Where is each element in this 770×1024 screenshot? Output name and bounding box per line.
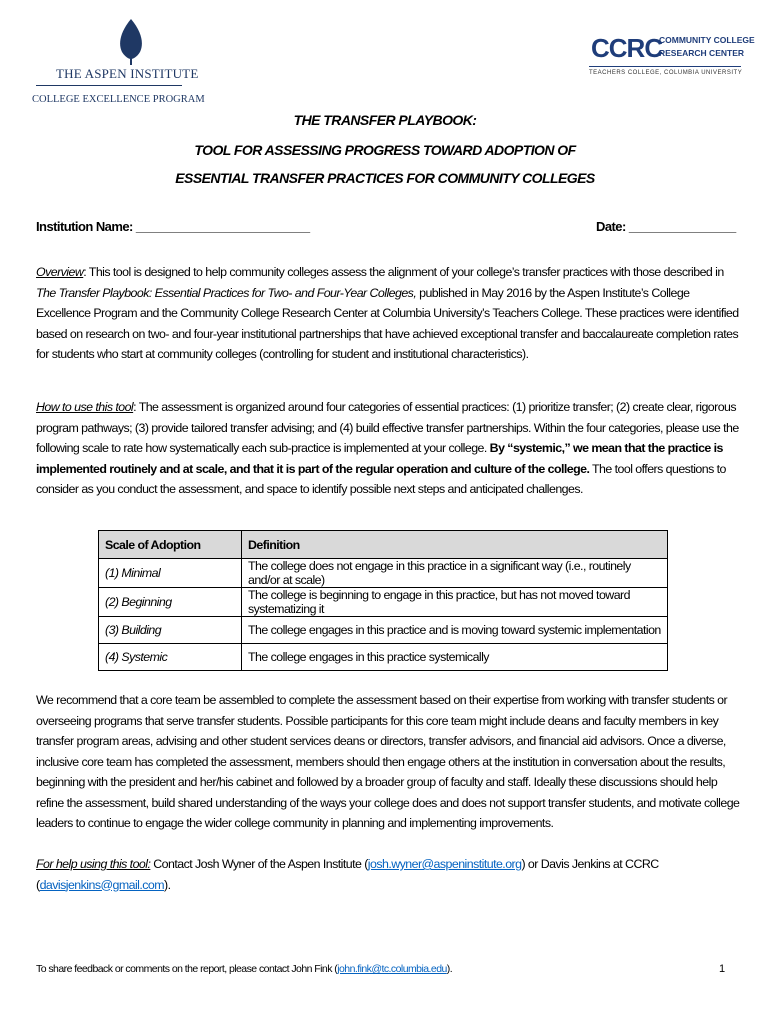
title-line-3: ESSENTIAL TRANSFER PRACTICES FOR COMMUNITY COLLEGES [175, 170, 595, 186]
definition-cell: The college is beginning to engage in this practice, but has not moved toward systematizing it [242, 588, 668, 617]
how-to-text-1: : The assessment is organized around four categories of essential practices: (1) prioritize transfer; (2) create clear, rigorous program pathways; (3) provide tailored transfer advising; and (4) build effective transfer partnerships. Within the four categories, please use the following scale to rate how systematically each sub-practice is implemented at your college. [36, 400, 739, 455]
overview-paragraph [36, 262, 742, 365]
aspen-logo-line1: THE ASPEN INSTITUTE [56, 66, 199, 81]
scale-header: Scale of Adoption [99, 531, 242, 559]
overview-text-2: published in May 2016 by the Aspen Institute’s College Excellence Program and the Community College Research Center at Columbia University’s Teachers College. These practices were identified based on research on two- and four-year institutional partnerships that have achieved exceptional transfer and baccalaureate completion rates for students who start at community colleges (controlling for student and institutional characteristics). [36, 285, 739, 361]
ccrc-affiliation: TEACHERS COLLEGE, COLUMBIA UNIVERSITY [589, 70, 743, 76]
ccrc-acronym: CCRC [591, 33, 663, 63]
overview-book-title: The Transfer Playbook: Essential Practices for Two- and Four-Year Colleges, [36, 285, 417, 300]
john-fink-email-link[interactable]: john.fink@tc.columbia.edu [337, 963, 447, 975]
help-paragraph [36, 854, 742, 895]
ccrc-line1: COMMUNITY COLLEGE [659, 35, 755, 45]
definition-cell: The college engages in this practice systemically [242, 644, 668, 671]
footer-close: ). [446, 963, 453, 975]
table-row [99, 644, 668, 671]
ccrc-line2: RESEARCH CENTER [659, 48, 745, 58]
table-row [99, 588, 668, 617]
title-line-2: TOOL FOR ASSESSING PROGRESS TOWARD ADOPTION OF [194, 142, 576, 158]
title-line-1: THE TRANSFER PLAYBOOK: [293, 112, 477, 128]
aspen-logo-rule [36, 85, 182, 86]
recommendation-paragraph: We recommend that a core team be assembled to complete the assessment based on their expertise from working with transfer students or overseeing programs that serve transfer students. Possible participants for this core team might include deans and faculty members in key transfer program areas, advising and other student services deans or directors, transfer advisors, and financial aid advisors. Once a diverse, inclusive core team has completed the assessment, members should then engage others at the institution in conversation about the results, beginning with the president and her/his cabinet and followed by a broader group of faculty and staff. Ideally these discussions should help refine the assessment, build shared understanding of the ways your college does and does not support transfer students, and motivate college leaders to continue to engage the wider college community in planning and implementing improvements. [36, 693, 740, 830]
systemic-definition: By “systemic,” we mean that the practice is implemented routinely and at scale, and that it is part of the regular operation and culture of the college. [36, 441, 723, 476]
josh-wyner-email-link[interactable]: josh.wyner@aspeninstitute.org [367, 857, 522, 871]
page-number: 1 [719, 963, 725, 975]
scale-of-adoption-table [98, 530, 668, 671]
scale-cell: (2) Beginning [99, 588, 242, 617]
footer-text: To share feedback or comments on the report, please contact John Fink ( [36, 963, 338, 975]
how-to-text-2: The tool offers questions to consider as you conduct the assessment, and space to identify possible next steps and anticipated challenges. [36, 461, 726, 496]
date-field: Date: ________________ [596, 219, 736, 234]
footer-note [36, 963, 452, 975]
table-header-row [99, 531, 668, 559]
definition-header: Definition [242, 531, 668, 559]
aspen-leaf-icon [116, 18, 146, 66]
help-label: For help using this tool: [36, 857, 151, 871]
table-row [99, 559, 668, 588]
help-text-3: ). [164, 877, 171, 892]
overview-label: Overview [36, 265, 84, 279]
scale-cell: (1) Minimal [99, 559, 242, 588]
how-to-paragraph [36, 397, 742, 500]
definition-cell: The college engages in this practice and is moving toward systemic implementation [242, 617, 668, 644]
institution-name-field: Institution Name: __________________________ [36, 219, 310, 234]
ccrc-logo [585, 28, 755, 82]
overview-text-1: : This tool is designed to help community colleges assess the alignment of your college’s transfer practices with those described in [83, 265, 724, 279]
aspen-logo-line2: COLLEGE EXCELLENCE PROGRAM [32, 94, 205, 105]
help-text-1: Contact Josh Wyner of the Aspen Institute ( [150, 857, 368, 871]
definition-cell: The college does not engage in this practice in a significant way (i.e., routinely and/or at scale) [242, 559, 668, 588]
help-text-2: ) or Davis Jenkins at CCRC ( [36, 857, 659, 892]
table-row [99, 617, 668, 644]
davis-jenkins-email-link[interactable]: davisjenkins@gmail.com [39, 877, 165, 892]
how-to-label: How to use this tool [36, 400, 134, 414]
scale-cell: (4) Systemic [99, 644, 242, 671]
scale-cell: (3) Building [99, 617, 242, 644]
aspen-institute-logo [30, 18, 205, 105]
ccrc-rule [589, 66, 741, 67]
